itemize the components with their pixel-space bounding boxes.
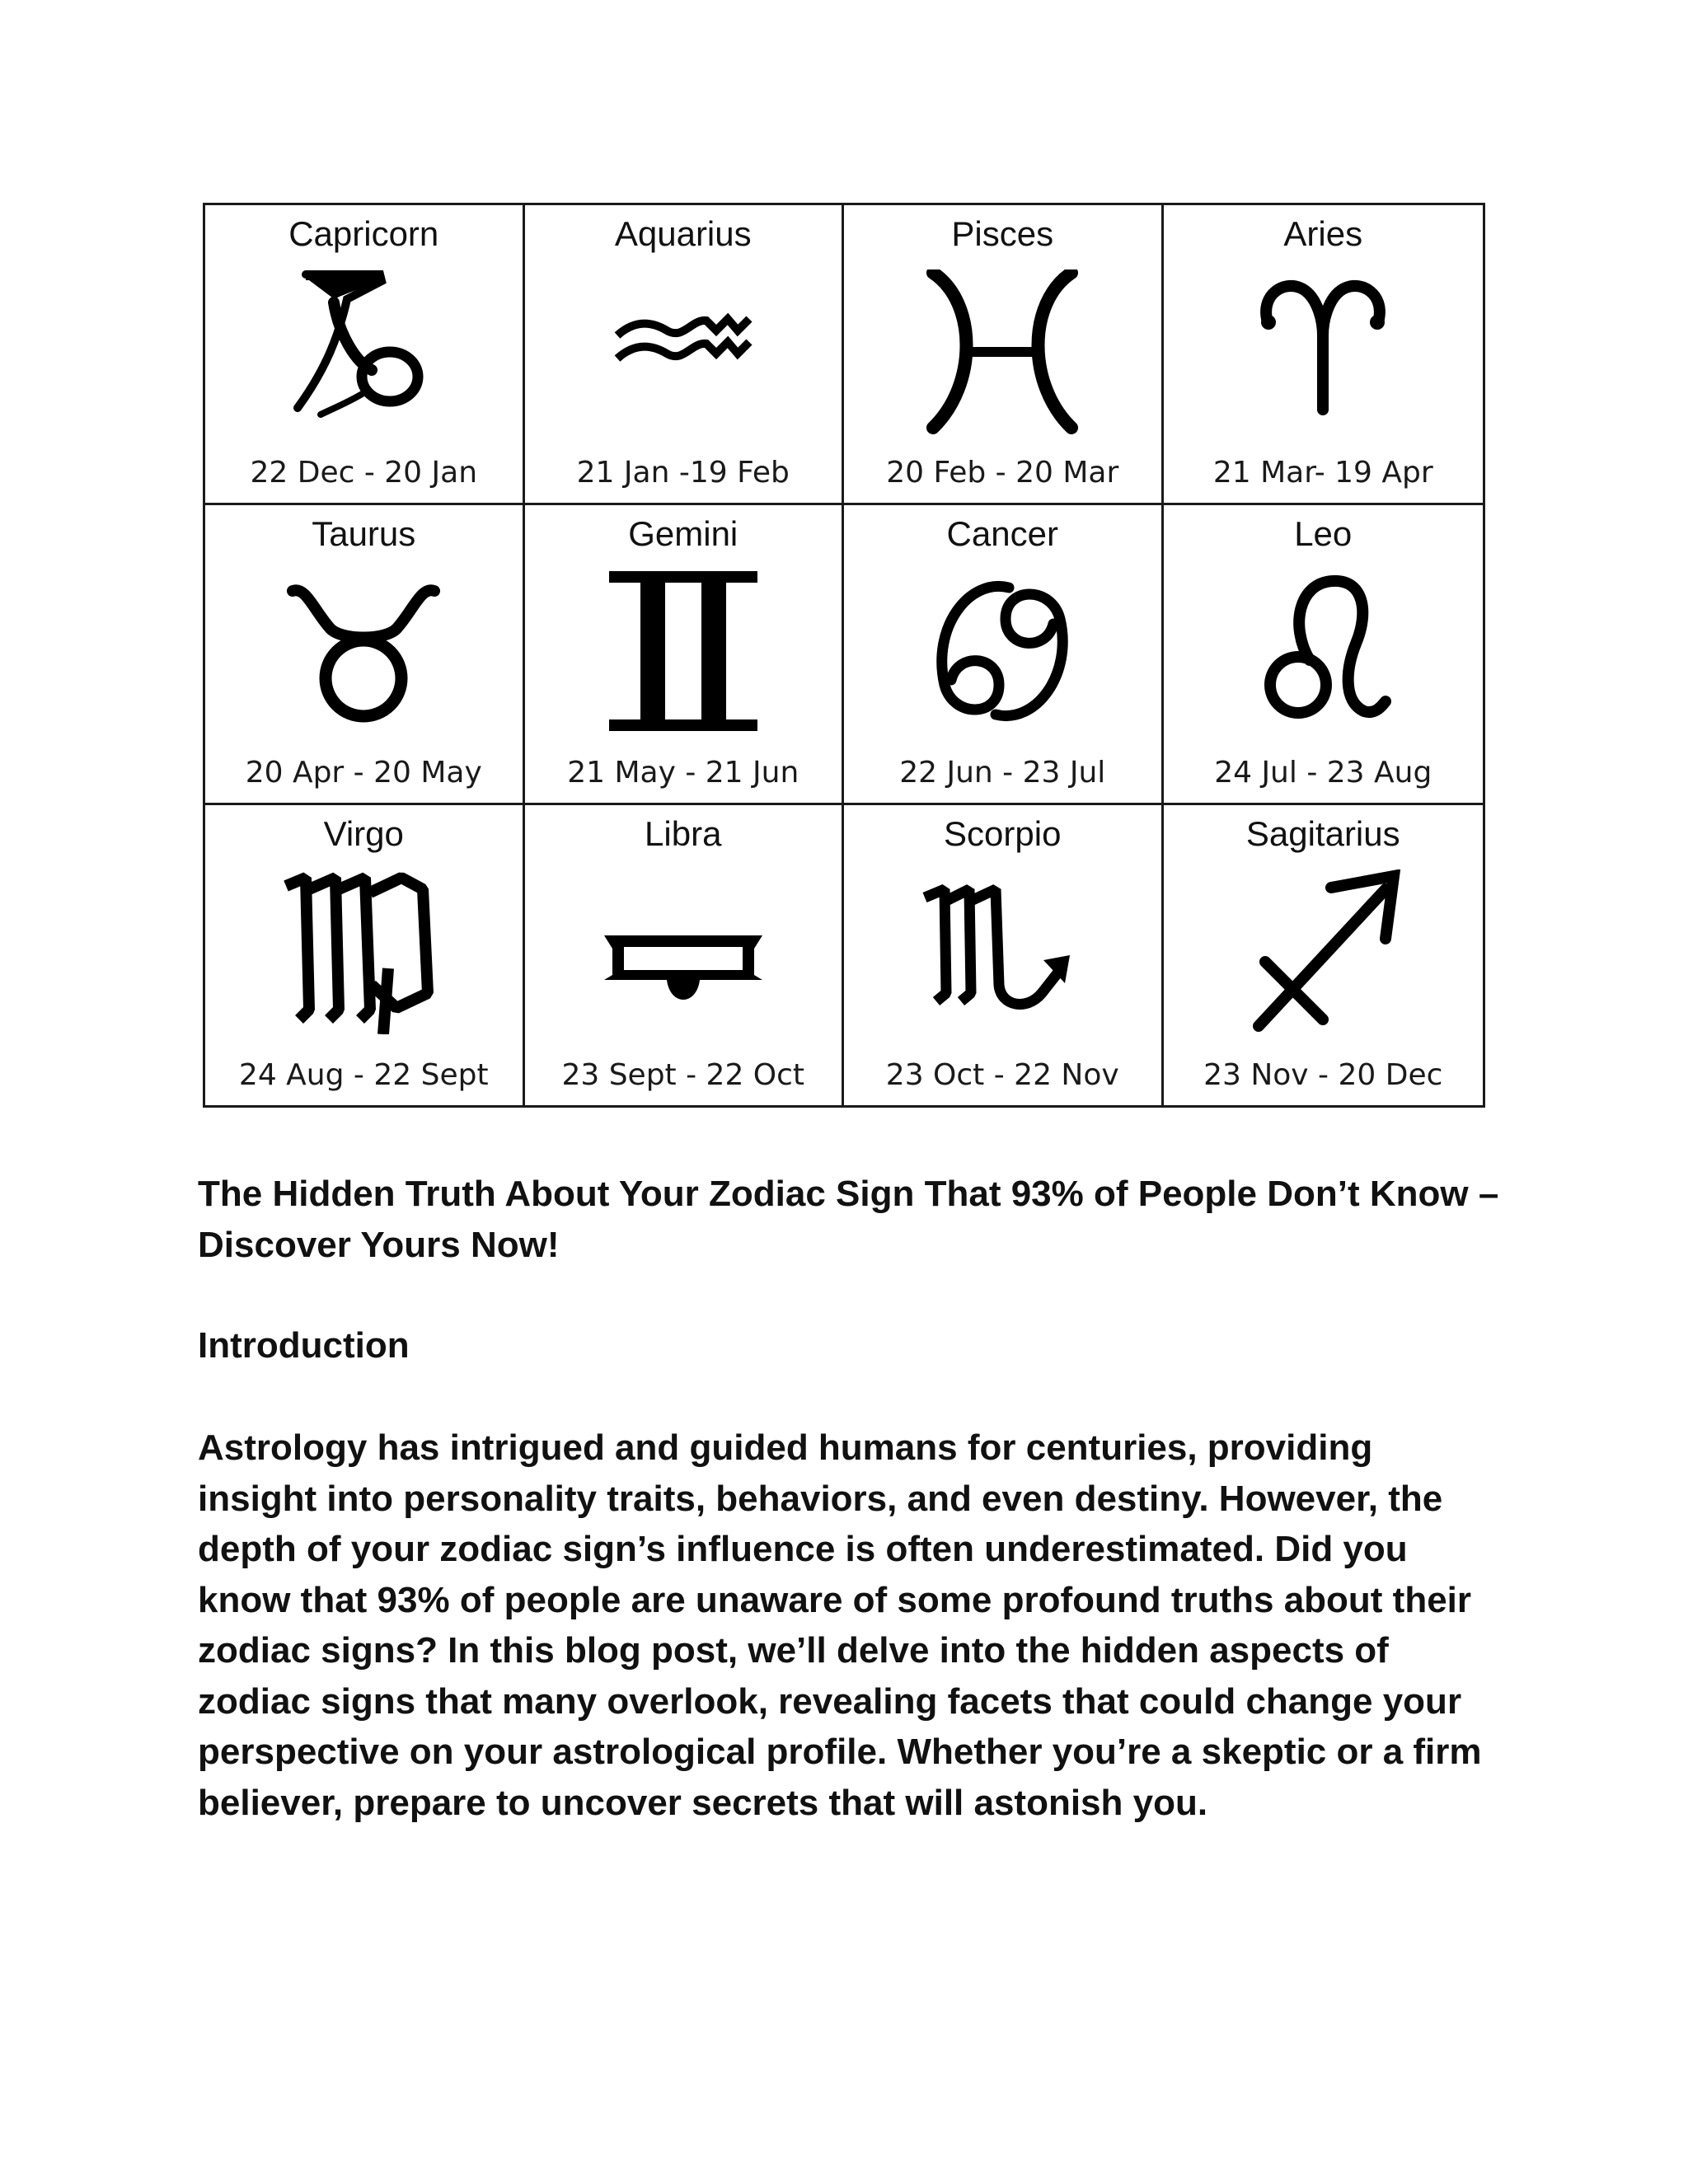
zodiac-sign-grid bbox=[203, 203, 1485, 1108]
sign-name: Gemini bbox=[628, 514, 738, 553]
sign-name: Capricorn bbox=[288, 214, 439, 253]
sign-name: Taurus bbox=[312, 514, 416, 553]
zodiac-cell-leo bbox=[1164, 505, 1484, 805]
sign-name: Aquarius bbox=[614, 214, 752, 253]
zodiac-cell-gemini bbox=[525, 505, 845, 805]
sign-dates: 21 Mar- 19 Apr bbox=[1212, 456, 1433, 490]
article-title: The Hidden Truth About Your Zodiac Sign That 93% of People Don’t Know – Discover Yours Now! bbox=[198, 1174, 1499, 1265]
zodiac-cell-taurus bbox=[205, 505, 525, 805]
sign-name: Libra bbox=[645, 814, 722, 853]
sign-name: Virgo bbox=[323, 814, 404, 853]
virgo-icon bbox=[281, 869, 446, 1034]
sagittarius-icon bbox=[1240, 869, 1405, 1034]
sign-dates: 21 Jan -19 Feb bbox=[576, 456, 790, 490]
leo-icon bbox=[1240, 569, 1405, 734]
gemini-icon bbox=[601, 569, 766, 734]
zodiac-cell-virgo bbox=[205, 805, 525, 1105]
aquarius-icon bbox=[601, 269, 766, 434]
sign-name: Pisces bbox=[951, 214, 1054, 253]
sign-name: Sagitarius bbox=[1245, 814, 1400, 853]
sign-dates: 20 Apr - 20 May bbox=[245, 756, 482, 790]
aries-icon bbox=[1240, 269, 1405, 434]
taurus-icon bbox=[281, 569, 446, 734]
sign-dates: 22 Dec - 20 Jan bbox=[250, 456, 478, 490]
sign-dates: 24 Jul - 23 Aug bbox=[1214, 756, 1432, 790]
cancer-icon bbox=[920, 569, 1085, 734]
zodiac-cell-aries bbox=[1164, 205, 1484, 505]
zodiac-cell-libra bbox=[525, 805, 845, 1105]
article bbox=[198, 1169, 1500, 1828]
libra-icon bbox=[601, 869, 766, 1034]
sign-name: Aries bbox=[1283, 214, 1363, 253]
section-heading: Introduction bbox=[198, 1325, 410, 1366]
sign-dates: 23 Nov - 20 Dec bbox=[1203, 1058, 1443, 1092]
zodiac-cell-cancer bbox=[844, 505, 1164, 805]
sign-dates: 21 May - 21 Jun bbox=[567, 756, 799, 790]
sign-dates: 23 Oct - 22 Nov bbox=[885, 1058, 1119, 1092]
zodiac-cell-aquarius bbox=[525, 205, 845, 505]
sign-dates: 20 Feb - 20 Mar bbox=[886, 456, 1119, 490]
sign-dates: 22 Jun - 23 Jul bbox=[899, 756, 1106, 790]
zodiac-cell-scorpio bbox=[844, 805, 1164, 1105]
sign-dates: 24 Aug - 22 Sept bbox=[238, 1058, 489, 1092]
scorpio-icon bbox=[920, 869, 1085, 1034]
sign-name: Leo bbox=[1294, 514, 1353, 553]
pisces-icon bbox=[920, 269, 1085, 434]
sign-name: Cancer bbox=[946, 514, 1058, 553]
zodiac-cell-capricorn bbox=[205, 205, 525, 505]
sign-name: Scorpio bbox=[944, 814, 1062, 853]
article-paragraph: Astrology has intrigued and guided humans for centuries, providing insight into personality traits, behaviors, and even destiny. However, the depth of your zodiac sign’s influence is often underestimated. Did you know that 93% of people are unaware of some profound truths about their zodiac signs? In this blog post, we’ll delve into the hidden aspects of zodiac signs that many overlook, revealing facets that could change your perspective on your astrological profile. Whether you’re a skeptic or a firm believer, prepare to uncover secrets that will astonish you. bbox=[198, 1427, 1482, 1823]
zodiac-cell-sagittarius bbox=[1164, 805, 1484, 1105]
capricorn-icon bbox=[281, 269, 446, 434]
zodiac-cell-pisces bbox=[844, 205, 1164, 505]
sign-dates: 23 Sept - 22 Oct bbox=[561, 1058, 805, 1092]
